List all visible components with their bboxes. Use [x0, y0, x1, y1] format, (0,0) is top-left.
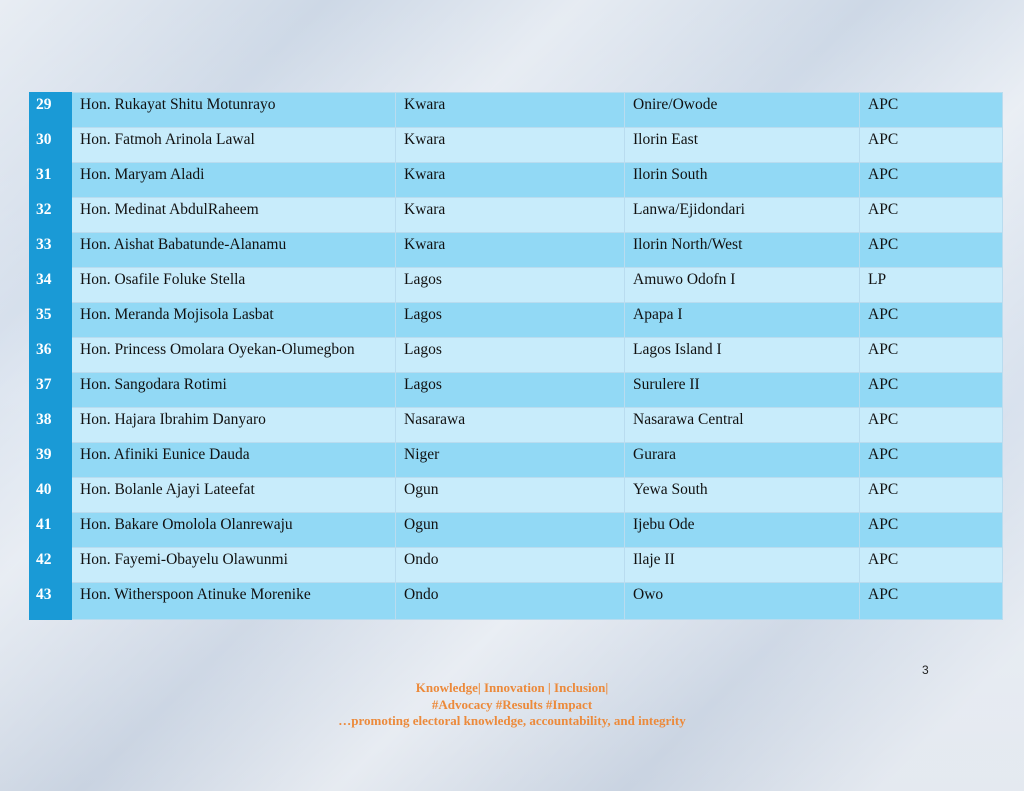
table-row	[30, 583, 1003, 620]
member-name-cell: Hon. Bolanle Ajayi Lateefat	[72, 478, 396, 513]
party-cell: APC	[860, 233, 1003, 268]
party-cell: APC	[860, 373, 1003, 408]
table-row	[30, 163, 1003, 198]
state-cell: Kwara	[396, 163, 625, 198]
table-row	[30, 198, 1003, 233]
state-cell: Ondo	[396, 548, 625, 583]
member-name-cell: Hon. Hajara Ibrahim Danyaro	[72, 408, 396, 443]
party-cell: APC	[860, 408, 1003, 443]
party-cell: APC	[860, 128, 1003, 163]
party-cell: APC	[860, 338, 1003, 373]
table-row	[30, 303, 1003, 338]
state-cell: Kwara	[396, 93, 625, 128]
party-cell: LP	[860, 268, 1003, 303]
member-name-cell: Hon. Medinat AbdulRaheem	[72, 198, 396, 233]
constituency-cell: Gurara	[625, 443, 860, 478]
party-cell: APC	[860, 163, 1003, 198]
constituency-cell: Yewa South	[625, 478, 860, 513]
constituency-cell: Nasarawa Central	[625, 408, 860, 443]
row-number-cell: 35	[30, 303, 72, 338]
member-name-cell: Hon. Witherspoon Atinuke Morenike	[72, 583, 396, 620]
constituency-cell: Lagos Island I	[625, 338, 860, 373]
state-cell: Lagos	[396, 338, 625, 373]
party-cell: APC	[860, 93, 1003, 128]
party-cell: APC	[860, 478, 1003, 513]
party-cell: APC	[860, 548, 1003, 583]
constituency-cell: Ilorin North/West	[625, 233, 860, 268]
table-row	[30, 128, 1003, 163]
row-number-cell: 29	[30, 93, 72, 128]
row-number-cell: 43	[30, 583, 72, 620]
state-cell: Lagos	[396, 268, 625, 303]
party-cell: APC	[860, 583, 1003, 620]
constituency-cell: Ijebu Ode	[625, 513, 860, 548]
state-cell: Kwara	[396, 233, 625, 268]
table-row	[30, 478, 1003, 513]
party-cell: APC	[860, 198, 1003, 233]
state-cell: Nasarawa	[396, 408, 625, 443]
member-name-cell: Hon. Meranda Mojisola Lasbat	[72, 303, 396, 338]
member-name-cell: Hon. Fatmoh Arinola Lawal	[72, 128, 396, 163]
member-name-cell: Hon. Sangodara Rotimi	[72, 373, 396, 408]
member-name-cell: Hon. Osafile Foluke Stella	[72, 268, 396, 303]
table-row	[30, 338, 1003, 373]
members-table-body	[30, 93, 1003, 620]
constituency-cell: Ilaje II	[625, 548, 860, 583]
table-row	[30, 408, 1003, 443]
table-row	[30, 548, 1003, 583]
member-name-cell: Hon. Princess Omolara Oyekan-Olumegbon	[72, 338, 396, 373]
state-cell: Kwara	[396, 128, 625, 163]
footer	[0, 680, 1024, 730]
row-number-cell: 36	[30, 338, 72, 373]
state-cell: Lagos	[396, 303, 625, 338]
member-name-cell: Hon. Fayemi-Obayelu Olawunmi	[72, 548, 396, 583]
member-name-cell: Hon. Bakare Omolola Olanrewaju	[72, 513, 396, 548]
table-row	[30, 373, 1003, 408]
member-name-cell: Hon. Maryam Aladi	[72, 163, 396, 198]
constituency-cell: Ilorin East	[625, 128, 860, 163]
constituency-cell: Apapa I	[625, 303, 860, 338]
member-name-cell: Hon. Rukayat Shitu Motunrayo	[72, 93, 396, 128]
table-row	[30, 513, 1003, 548]
row-number-cell: 34	[30, 268, 72, 303]
row-number-cell: 42	[30, 548, 72, 583]
table-row	[30, 268, 1003, 303]
constituency-cell: Owo	[625, 583, 860, 620]
footer-tagline: Knowledge| Innovation | Inclusion|	[415, 680, 609, 695]
row-number-cell: 30	[30, 128, 72, 163]
member-name-cell: Hon. Afiniki Eunice Dauda	[72, 443, 396, 478]
state-cell: Ogun	[396, 478, 625, 513]
row-number-cell: 31	[30, 163, 72, 198]
table-row	[30, 93, 1003, 128]
state-cell: Lagos	[396, 373, 625, 408]
state-cell: Ogun	[396, 513, 625, 548]
party-cell: APC	[860, 513, 1003, 548]
state-cell: Niger	[396, 443, 625, 478]
constituency-cell: Ilorin South	[625, 163, 860, 198]
constituency-cell: Surulere II	[625, 373, 860, 408]
page-number: 3	[922, 663, 929, 677]
table-row	[30, 443, 1003, 478]
state-cell: Ondo	[396, 583, 625, 620]
row-number-cell: 37	[30, 373, 72, 408]
table-row	[30, 233, 1003, 268]
party-cell: APC	[860, 443, 1003, 478]
constituency-cell: Lanwa/Ejidondari	[625, 198, 860, 233]
party-cell: APC	[860, 303, 1003, 338]
footer-mission: …promoting electoral knowledge, accountability, and integrity	[338, 713, 686, 728]
row-number-cell: 40	[30, 478, 72, 513]
state-cell: Kwara	[396, 198, 625, 233]
member-name-cell: Hon. Aishat Babatunde-Alanamu	[72, 233, 396, 268]
footer-hashtags: #Advocacy #Results #Impact	[431, 696, 593, 712]
members-table-container	[29, 92, 1002, 620]
constituency-cell: Onire/Owode	[625, 93, 860, 128]
row-number-cell: 41	[30, 513, 72, 548]
constituency-cell: Amuwo Odofn I	[625, 268, 860, 303]
row-number-cell: 33	[30, 233, 72, 268]
row-number-cell: 32	[30, 198, 72, 233]
members-table	[29, 92, 1003, 620]
row-number-cell: 39	[30, 443, 72, 478]
row-number-cell: 38	[30, 408, 72, 443]
